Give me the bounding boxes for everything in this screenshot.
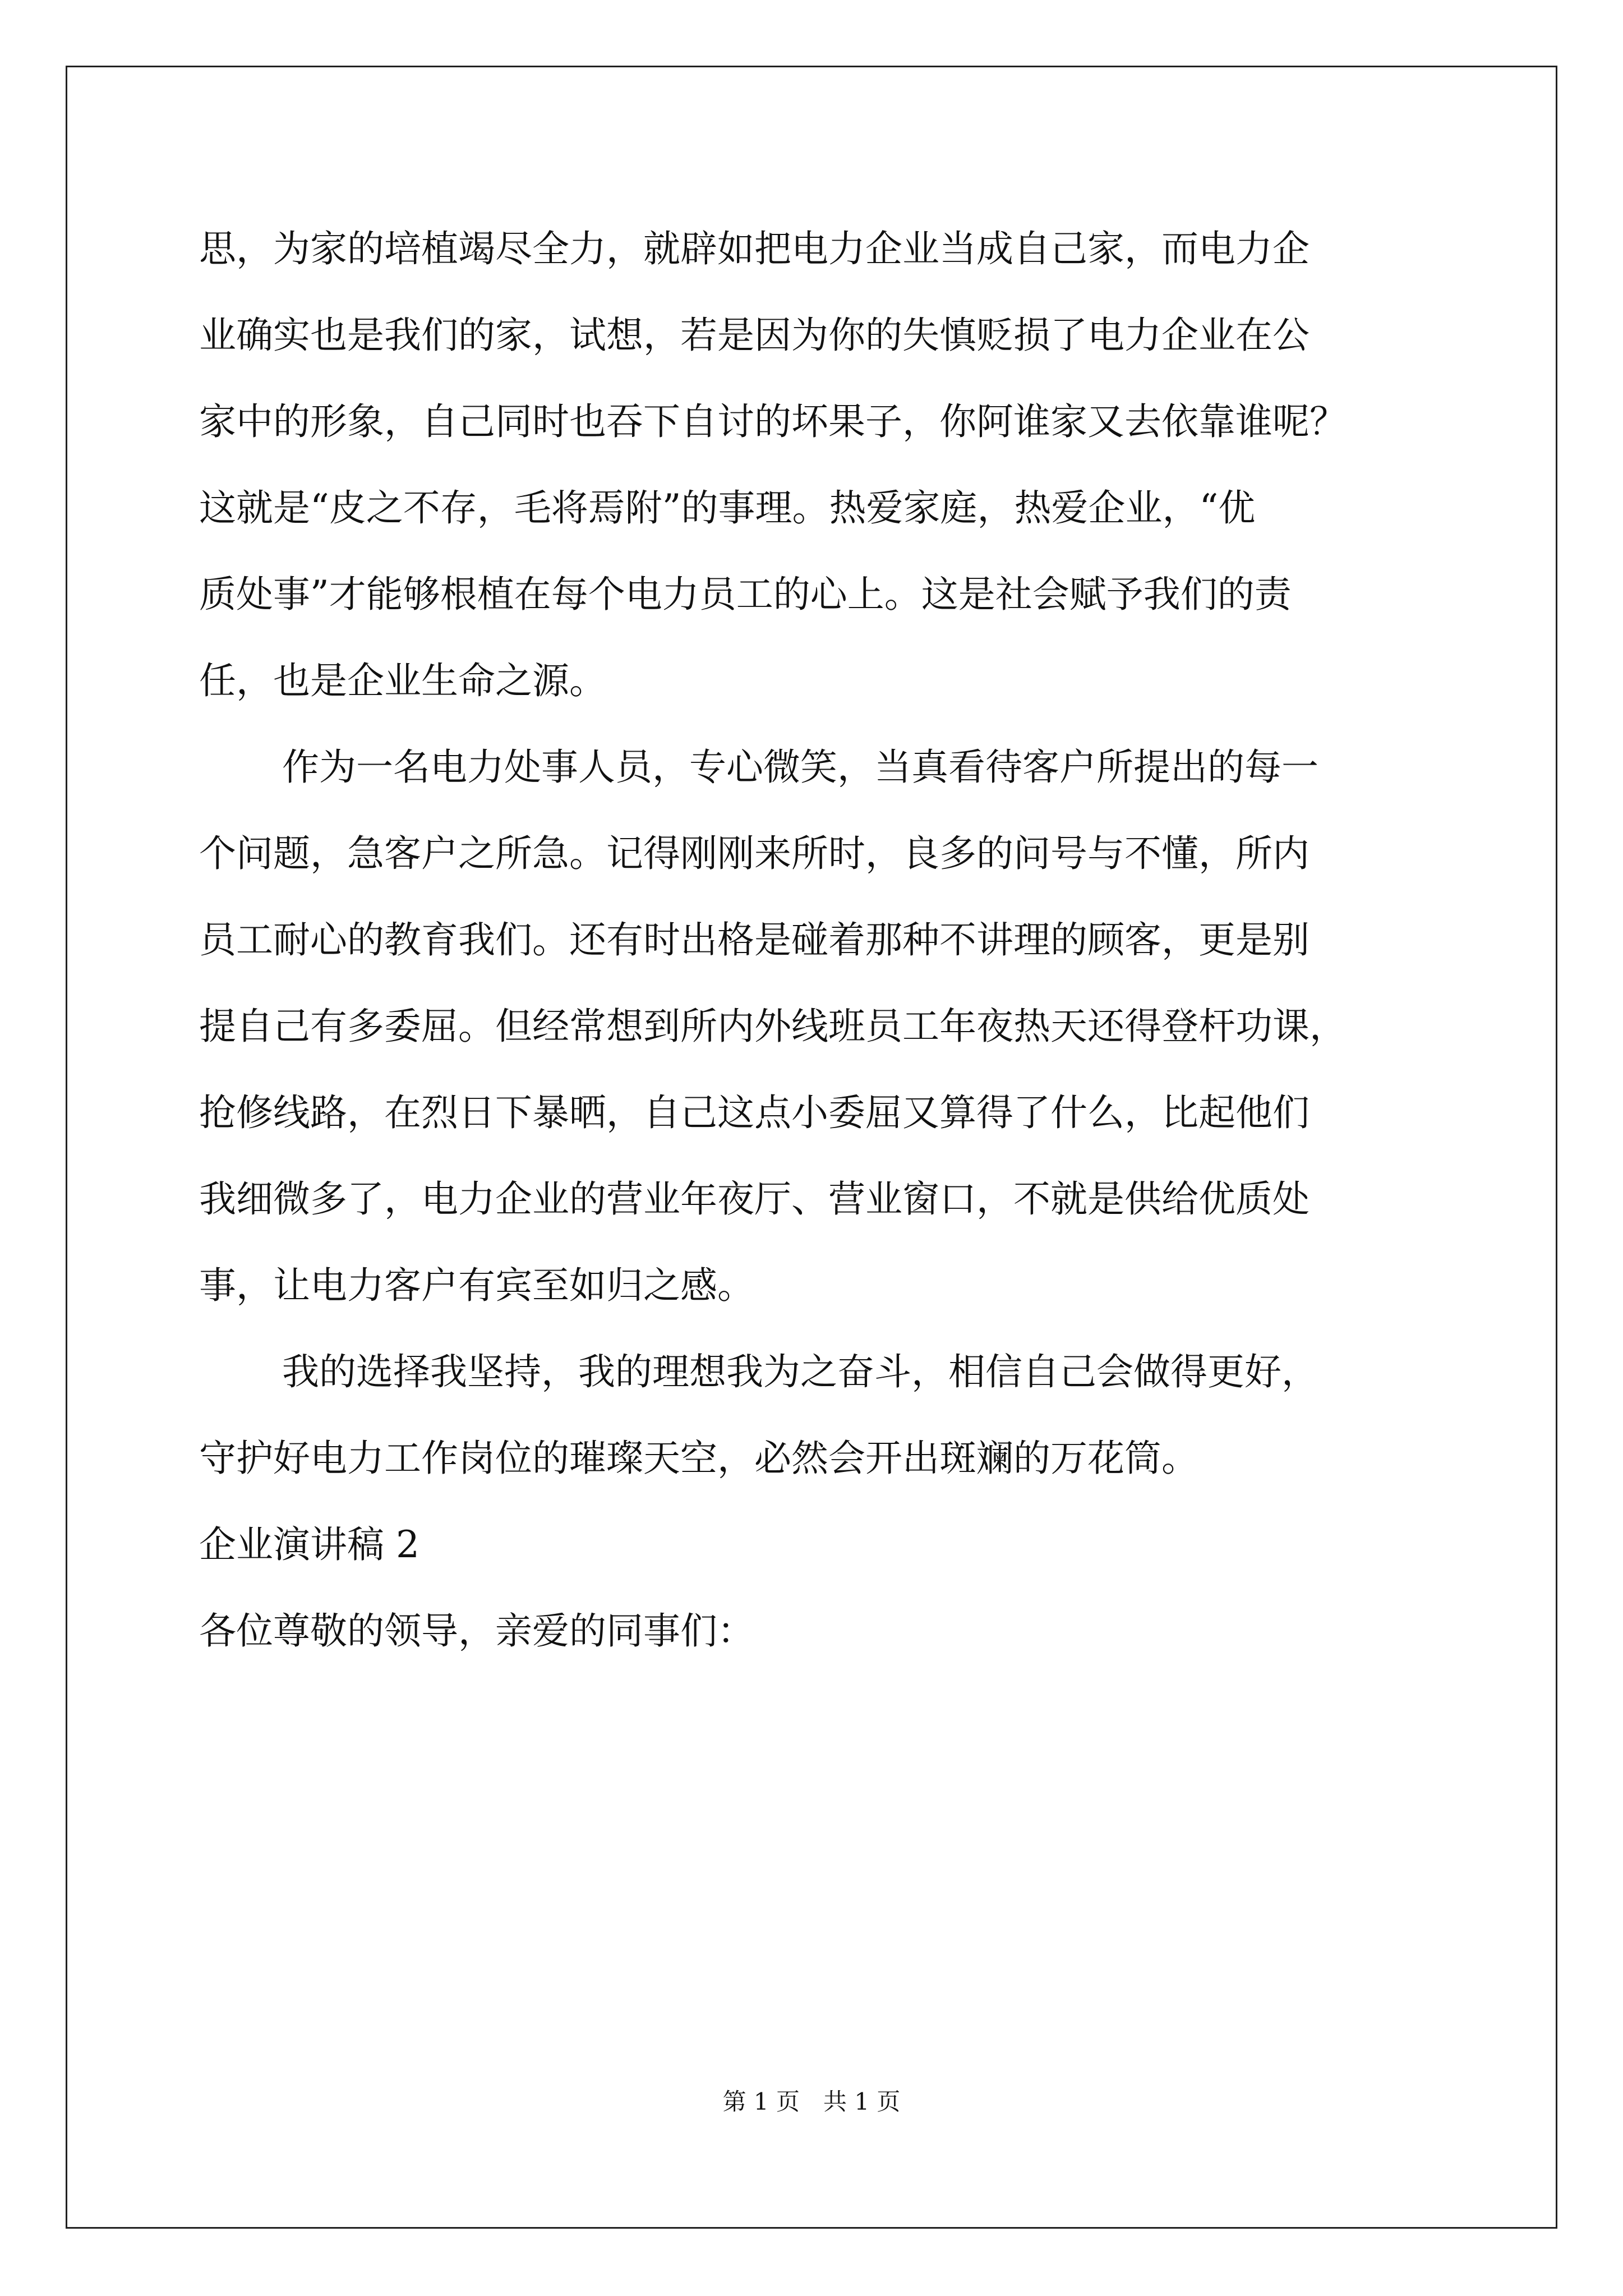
section-heading: 企业演讲稿 2: [199, 1523, 419, 1566]
paragraph-line: 家中的形象，自己同时也吞下自讨的坏果子，你阿谁家又去依靠谁呢？: [199, 400, 1347, 443]
paragraph-line: 提自己有多委屈。但经常想到所内外线班员工年夜热天还得登杆功课，: [199, 1005, 1347, 1048]
paragraph-line: 思，为家的培植竭尽全力，就辟如把电力企业当成自己家，而电力企: [199, 227, 1310, 270]
paragraph-line: 我细微多了，电力企业的营业年夜厅、营业窗口，不就是供给优质处: [199, 1177, 1310, 1221]
paragraph-line: 我的选择我坚持，我的理想我为之奋斗，相信自己会做得更好，: [282, 1350, 1318, 1393]
paragraph-line: 作为一名电力处事人员，专心微笑，当真看待客户所提出的每一: [282, 746, 1318, 789]
page-footer: 第 1 页 共 1 页: [722, 2088, 901, 2115]
salutation-line: 各位尊敬的领导，亲爱的同事们：: [199, 1609, 754, 1653]
paragraph-line: 任，也是企业生命之源。: [199, 659, 606, 702]
paragraph-line: 守护好电力工作岗位的璀璨天空，必然会开出斑斓的万花筒。: [199, 1437, 1198, 1480]
paragraph-line: 事，让电力客户有宾至如归之感。: [199, 1264, 754, 1307]
paragraph-line: 这就是“皮之不存，毛将焉附”的事理。热爱家庭，热爱企业，“优: [199, 486, 1256, 530]
page-border: [66, 66, 1557, 2229]
paragraph-line: 业确实也是我们的家，试想，若是因为你的失慎贬损了电力企业在公: [199, 314, 1310, 357]
paragraph-line: 质处事”才能够根植在每个电力员工的心上。这是社会赋予我们的责: [199, 573, 1292, 616]
paragraph-line: 抢修线路，在烈日下暴晒，自己这点小委屈又算得了什么，比起他们: [199, 1091, 1310, 1134]
paragraph-line: 个问题，急客户之所急。记得刚刚来所时，良多的问号与不懂，所内: [199, 832, 1310, 875]
paragraph-line: 员工耐心的教育我们。还有时出格是碰着那种不讲理的顾客，更是别: [199, 918, 1310, 961]
